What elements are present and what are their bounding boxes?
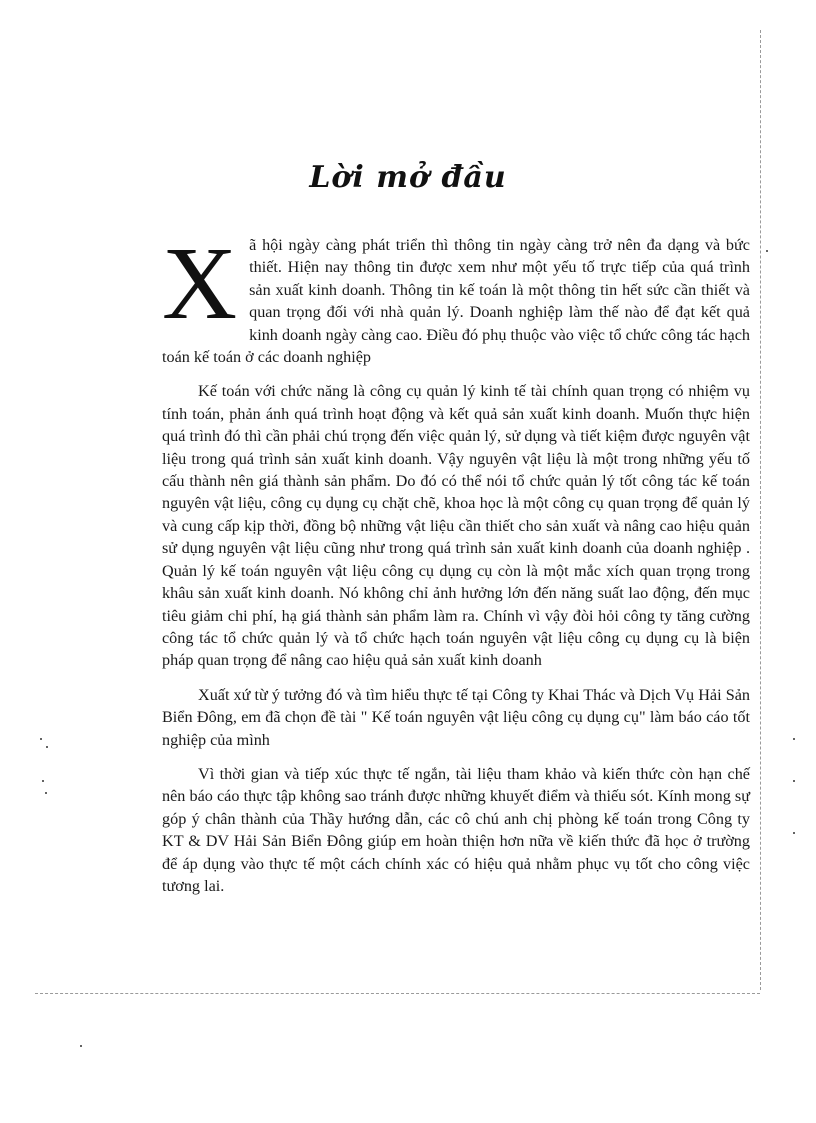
page-title: Lời mở đầu (309, 160, 507, 195)
scan-speck (80, 1045, 82, 1047)
paragraph-acknowledgement: Vì thời gian và tiếp xúc thực tế ngắn, tài liệu tham khảo và kiến thức còn hạn chế nên báo cáo thực tập không sao tránh được những khuyết điểm và thiếu sót. Kính mong sự góp ý chân thành của Thầy hướng dẫn, các cô chú anh chị phòng kế toán trong Công ty KT & DV Hải Sản Biển Đông giúp em hoàn thiện hơn nữa về kiến thức đã học ở trường để áp dụng vào thực tế một cách chính xác có hiệu quả nhằm phục vụ tốt cho công việc tương lai. (162, 764, 750, 895)
scan-speck (45, 792, 47, 794)
scan-speck (46, 746, 48, 748)
scan-speck (766, 250, 768, 252)
paragraph-intro (162, 226, 750, 368)
scan-speck (793, 738, 795, 740)
scan-speck (40, 738, 42, 740)
scan-speck (42, 780, 44, 782)
scan-speck (793, 832, 795, 834)
drop-cap-letter: X (162, 226, 238, 341)
paragraph-topic-choice: Xuất xứ từ ý tưởng đó và tìm hiểu thực tế tại Công ty Khai Thác và Dịch Vụ Hải Sản Biển Đông, em đã chọn đề tài " Kế toán nguyên vật liệu công cụ dụng cụ" làm báo cáo tốt nghiệp của mình (162, 685, 750, 749)
scan-speck (793, 780, 795, 782)
paragraph-accounting-role: Kế toán với chức năng là công cụ quản lý kinh tế tài chính quan trọng có nhiệm vụ tính toán, phản ánh quá trình hoạt động và kết quả sản xuất kinh doanh. Muốn thực hiện quá trình đó thì cần phải chú trọng đến việc quản lý, sử dụng và tiết kiệm được nguyên vật liệu trong quá trình sản xuất kinh doanh. Vậy nguyên vật liệu là một trong những yếu tố cấu thành nên giá thành sản phẩm. Do đó có thể nói tổ chức quản lý tốt công tác kế toán nguyên vật liệu, công cụ dụng cụ chặt chẽ, khoa học là một công cụ quan trọng để quản lý và cung cấp kịp thời, đồng bộ những vật liệu cần thiết cho sản xuất và nâng cao hiệu quản sử dụng nguyên vật liệu cũng như trong quá trình sản xuất kinh doanh của doanh nghiệp . Quản lý kế toán nguyên vật liệu công cụ dụng cụ còn là một mắc xích quan trọng trong khâu sản xuất kinh doanh. Nó không chỉ ảnh hưởng lớn đến năng suất lao động, đến mục tiêu giảm chi phí, hạ giá thành sản phẩm làm ra. Chính vì vậy đòi hỏi công ty tăng cường công tác tổ chức quản lý và tổ chức hạch toán nguyên vật liệu công cụ dụng cụ là biện pháp quan trọng để nâng cao hiệu quả sản xuất kinh doanh (162, 382, 750, 670)
document-body (162, 226, 750, 897)
paragraph-text: ã hội ngày càng phát triển thì thông tin ngày càng trở nên đa dạng và bức thiết. Hiện nay thông tin được xem như một yếu tố trực tiếp của quá trình sản xuất kinh doanh. Thông tin kế toán là một thông tin hết sức cần thiết và quan trọng đối với nhà quản lý. Doanh nghiệp làm thế nào để đạt kết quả kinh doanh ngày càng cao. Điều đó phụ thuộc vào việc tổ chức công tác hạch toán kế toán ở các doanh nghiệp (162, 236, 750, 367)
scan-edge-bottom (35, 993, 760, 994)
